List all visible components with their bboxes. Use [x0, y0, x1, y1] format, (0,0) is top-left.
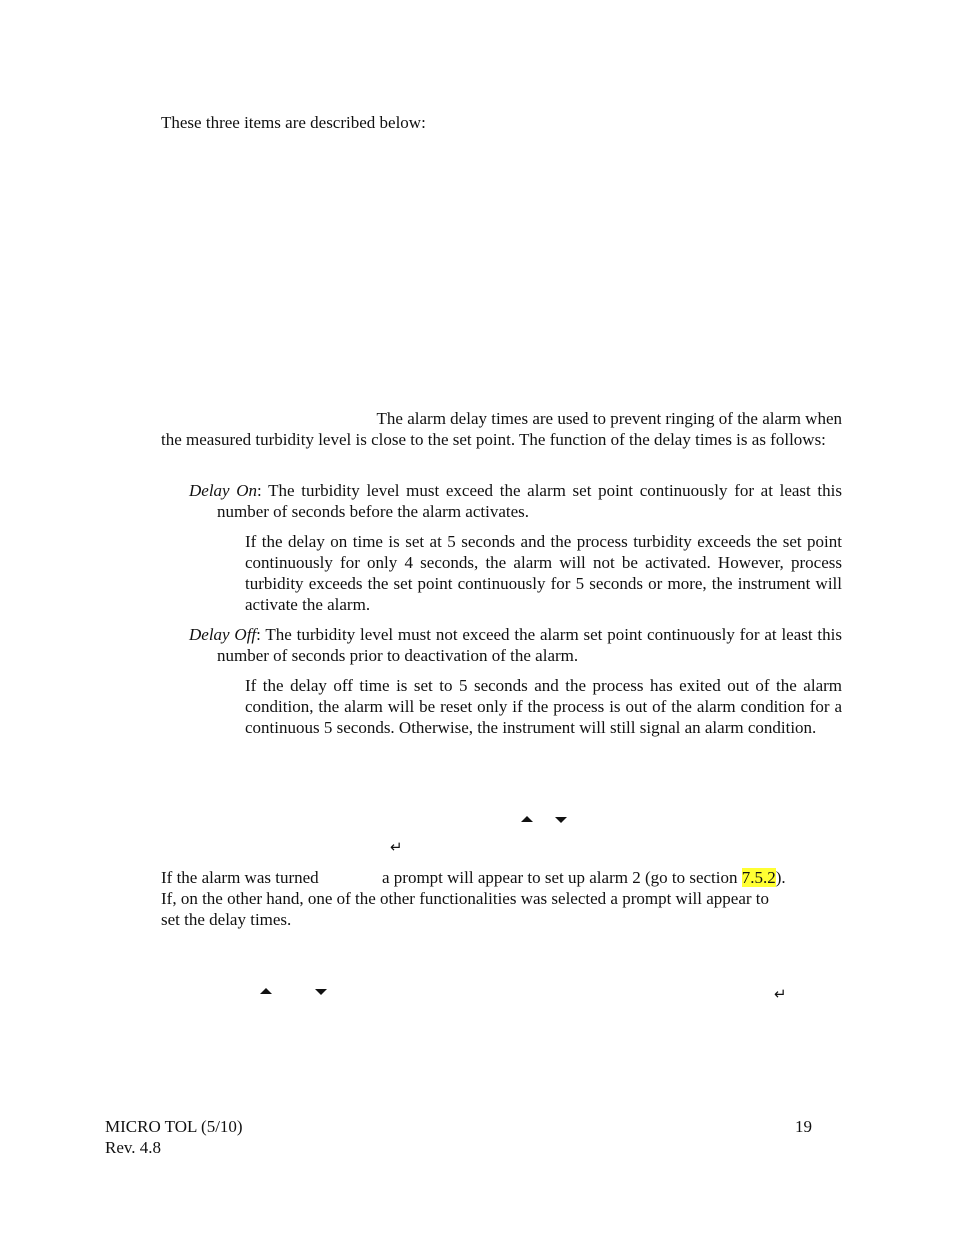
delay-on-definition	[189, 480, 842, 522]
up-arrow-icon	[521, 816, 533, 822]
delay-off-term: Delay Off	[189, 625, 257, 644]
section-link[interactable]: 7.5.2	[741, 868, 776, 887]
alarm-prompt-end: ).	[775, 868, 786, 887]
delay-on-example: If the delay on time is set at 5 seconds and the process turbidity exceeds the set point continuously for only 4 seconds, the alarm will not be activated. However, process turbidity exceeds the set point continuously for 5 seconds or more, the instrument will activate the alarm.	[245, 532, 842, 614]
delay-off-example: If the delay off time is set to 5 seconds and the process has exited out of the alarm condition, the alarm will be reset only if the process is out of the alarm condition for a continuous 5 seconds. Otherwise, the instrument will still signal an alarm condition.	[245, 676, 842, 737]
page-number: 19	[795, 1117, 812, 1136]
delay-line-1: The alarm delay times are used to prevent ringing of the alarm when	[376, 409, 842, 428]
up-arrow-icon-2	[260, 988, 272, 994]
delay-on-term: Delay On	[189, 481, 258, 500]
enter-icon: ↵	[390, 838, 403, 856]
down-arrow-icon-2	[315, 989, 327, 995]
delay-on-text: : The turbidity level must exceed the alarm set point continuously for at least this number of seconds before the alarm activates.	[217, 481, 842, 521]
down-arrow-icon	[555, 817, 567, 823]
alarm-line-3: set the delay times.	[161, 910, 292, 929]
alarm-turned-text: If the alarm was turned	[161, 868, 319, 887]
footer-revision: Rev. 4.8	[105, 1138, 162, 1157]
enter-icon-2: ↵	[774, 985, 787, 1003]
intro-text: These three items are described below:	[161, 113, 426, 132]
alarm-prompt-text: a prompt will appear to set up alarm 2 (go to section	[382, 868, 738, 887]
footer-title: MICRO TOL (5/10)	[105, 1117, 243, 1136]
alarm-line-2: If, on the other hand, one of the other functionalities was selected a prompt will appear to	[161, 889, 770, 908]
delay-paragraph: the measured turbidity level is close to the set point. The function of the delay times is as follows:	[161, 430, 826, 449]
delay-off-definition	[189, 624, 842, 666]
alarm-prompt-line	[382, 867, 786, 888]
delay-off-text: : The turbidity level must not exceed the alarm set point continuously for at least this number of seconds prior to deactivation of the alarm.	[217, 625, 842, 665]
alarm-turned-line	[161, 867, 319, 888]
